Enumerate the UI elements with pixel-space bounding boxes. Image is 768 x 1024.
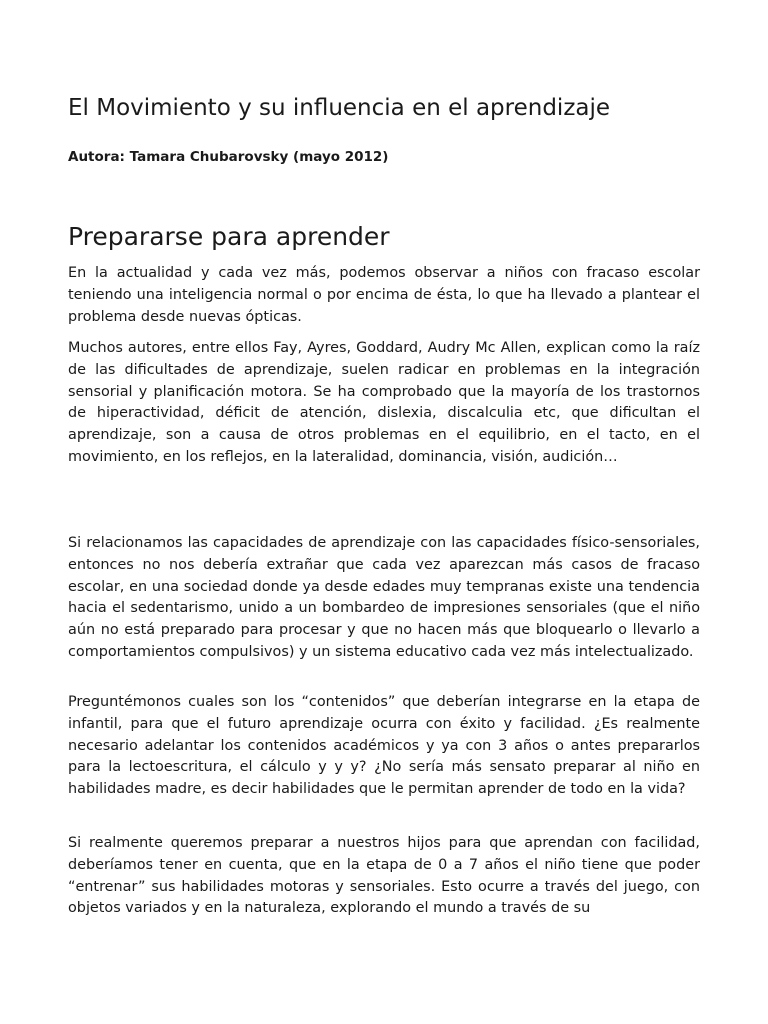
paragraph: Si relacionamos las capacidades de aprendizaje con las capacidades físico-sensoriales, entonces no nos debería extrañar que cada vez aparezcan más casos de fracaso escolar, en una sociedad donde ya desde edades muy tempranas existe una tendencia hacia el sedentarismo, unido a un bombardeo de impresiones sensoriales (que el niño aún no está preparado para procesar y que no hacen más que bloquearlo o llevarlo a comportamientos compulsivos) y un sistema educativo cada vez más intelectualizado. xyxy=(68,535,700,660)
paragraph: Preguntémonos cuales son los “contenidos” que deberían integrarse en la etapa de infantil, para que el futuro aprendizaje ocurra con éxito y facilidad. ¿Es realmente necesario adelantar los contenidos académicos y ya con 3 años o antes prepararlos para la lectoescritura, el cálculo y y y? ¿No sería más sensato preparar al niño en habilidades madre, es decir habilidades que le permitan aprender de todo en la vida? xyxy=(68,694,700,798)
document-author: Autora: Tamara Chubarovsky (mayo 2012) xyxy=(68,149,389,165)
paragraph: En la actualidad y cada vez más, podemos observar a niños con fracaso escolar teniendo una inteligencia normal o por encima de ésta, lo que ha llevado a plantear el problema desde nuevas ópticas. xyxy=(68,265,700,325)
paragraph: Si realmente queremos preparar a nuestros hijos para que aprendan con facilidad, deberíamos tener en cuenta, que en la etapa de 0 a 7 años el niño tiene que poder “entrenar” sus habilidades motoras y sensoriales. Esto ocurre a través del juego, con objetos variados y en la naturaleza, explorando el mundo a través de su xyxy=(68,835,700,917)
section-heading: Prepararse para aprender xyxy=(68,222,390,251)
paragraph: Muchos autores, entre ellos Fay, Ayres, Goddard, Audry Mc Allen, explican como la raíz de las dificultades de aprendizaje, suelen radicar en problemas en la integración sensorial y planificación motora. Se ha comprobado que la mayoría de los trastornos de hiperactividad, déficit de atención, dislexia, discalculia etc, que dificultan el aprendizaje, son a causa de otros problemas en el equilibrio, en el tacto, en el movimiento, en los reflejos, en la lateralidad, dominancia, visión, audición… xyxy=(68,340,700,465)
document-title: El Movimiento y su influencia en el aprendizaje xyxy=(68,95,611,121)
